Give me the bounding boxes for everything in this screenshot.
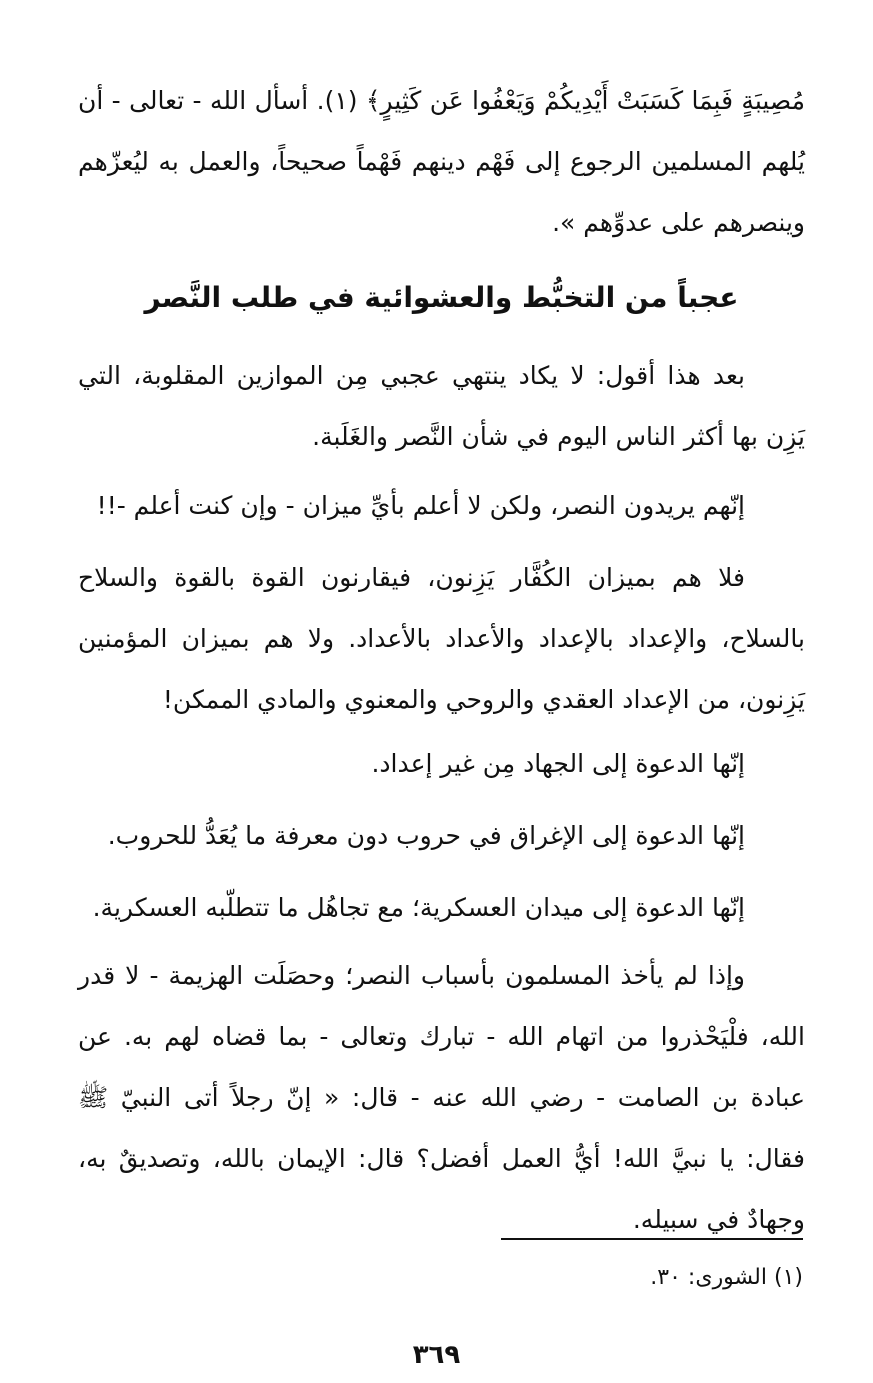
paragraph-1: بعد هذا أقول: لا يكاد ينتهي عجبي مِن الموازين المقلوبة، التي يَزِن بها أكثر الناس اليوم في شأن النَّصر والغَلَبة.	[78, 361, 805, 451]
section-heading: عجباً من التخبُّط والعشوائية في طلب النَّصر	[144, 281, 739, 314]
paragraph-2: إنّهم يريدون النصر، ولكن لا أعلم بأيِّ ميزان - وإن كنت أعلم -!!	[96, 491, 745, 520]
paragraph-3: فلا هم بميزان الكُفَّار يَزِنون، فيقارنون القوة بالقوة والسلاح بالسلاح، والإعداد بالإعداد والأعداد بالأعداد. ولا هم بميزان المؤمنين يَزِنون، من الإعداد العقدي والروحي والمعنوي والمادي الممكن!	[78, 563, 805, 714]
intro-paragraph: مُصِيبَةٍ فَبِمَا كَسَبَتْ أَيْدِيكُمْ وَيَعْفُوا عَن كَثِيرٍ﴾ (١). أسأل الله - تعالى - أن يُلهم المسلمين الرجوع إلى فَهْم دينهم فَهْماً صحيحاً، والعمل به ليُعزّهم وينصرهم على عدوِّهم ».	[78, 86, 805, 237]
paragraph-4: إنّها الدعوة إلى الجهاد مِن غير إعداد.	[371, 749, 745, 778]
paragraph-5: إنّها الدعوة إلى الإغراق في حروب دون معرفة ما يُعَدُّ للحروب.	[107, 821, 745, 850]
footnote-divider	[501, 1238, 803, 1240]
paragraph-6: إنّها الدعوة إلى ميدان العسكرية؛ مع تجاهُل ما تتطلّبه العسكرية.	[92, 893, 745, 922]
page-number: ٣٦٩	[412, 1340, 461, 1370]
footnote: (١) الشورى: ٣٠.	[650, 1265, 803, 1290]
paragraph-7: وإذا لم يأخذ المسلمون بأسباب النصر؛ وحصَلَت الهزيمة - لا قدر الله، فلْيَحْذروا من اتهام الله - تبارك وتعالى - بما قضاه لهم به. عن عبادة بن الصامت - رضي الله عنه - قال: « إنّ رجلاً أتى النبيّ ﷺ فقال: يا نبيَّ الله! أيُّ العمل أفضل؟ قال: الإيمان بالله، وتصديقٌ به، وجهادٌ في سبيله.	[78, 961, 805, 1234]
